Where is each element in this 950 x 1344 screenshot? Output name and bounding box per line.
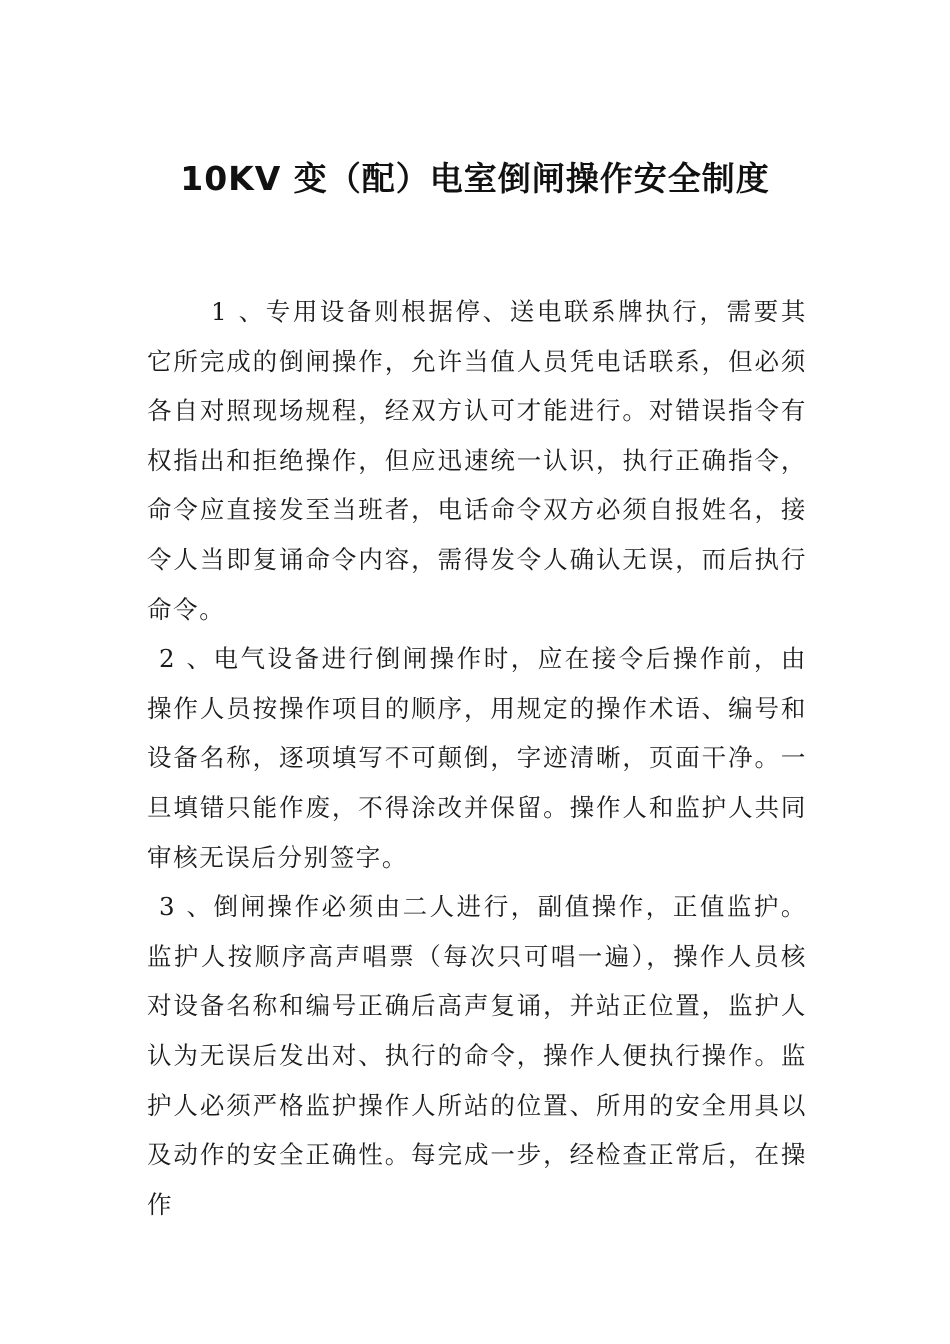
document-title: 10KV 变（配）电室倒闸操作安全制度 xyxy=(180,159,770,198)
paragraph-1: 1 、专用设备则根据停、送电联系牌执行，需要其它所完成的倒闸操作，允许当值人员凭电话联系，但必须各自对照现场规程，经双方认可才能进行。对错误指令有权指出和拒绝操作，但应迅速统一认识，执行正确指令，命令应直接发至当班者，电话命令双方必须自报姓名，接令人当即复诵命令内容，需得发令人确认无误，而后执行命令。 xyxy=(147,297,807,624)
paragraph-2: 2 、电气设备进行倒闸操作时，应在接令后操作前，由操作人员按操作项目的顺序，用规定的操作术语、编号和设备名称，逐项填写不可颠倒，字迹清晰，页面干净。一旦填错只能作废，不得涂改并保留。操作人和监护人共同审核无误后分别签字。 xyxy=(147,644,807,872)
paragraph-3: 3 、倒闸操作必须由二人进行，副值操作，正值监护。监护人按顺序高声唱票（每次只可唱一遍），操作人员核对设备名称和编号正确后高声复诵，并站正位置，监护人认为无误后发出对、执行的命令，操作人便执行操作。监护人必须严格监护操作人所站的位置、所用的安全用具以及动作的安全正确性。每完成一步，经检查正常后，在操作 xyxy=(147,892,807,1219)
document-body xyxy=(147,287,807,1229)
